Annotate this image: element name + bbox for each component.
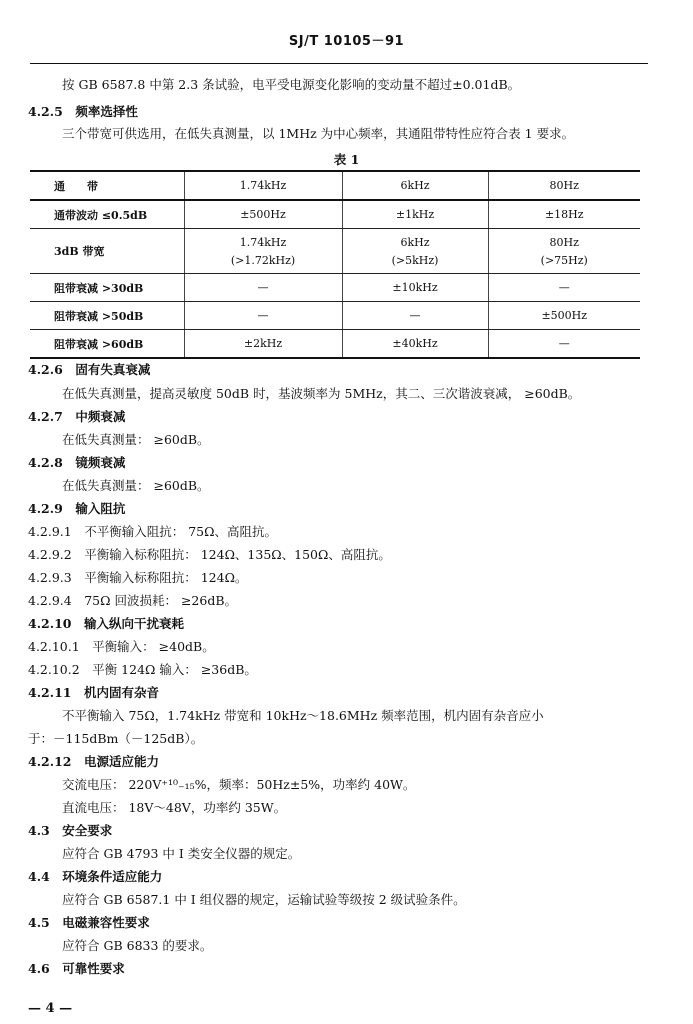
section-title: 可靠性要求 [62, 961, 125, 976]
row-label: 通带波动 ≤0.5dB [30, 200, 184, 229]
section-heading-4-5 [28, 915, 150, 931]
paragraph-text: 直流电压： 18V～48V，功率约 35W。 [62, 800, 287, 815]
table-cell: ±500Hz [488, 302, 640, 330]
section-number: 4.4 [28, 869, 50, 884]
section-number: 4.2.8 [28, 455, 63, 470]
paragraph-text: 应符合 GB 6587.1 中 I 组仪器的规定，运输试验等级按 2 级试验条件。 [62, 892, 466, 907]
table-cell: — [184, 274, 342, 302]
section-title: 频率选择性 [75, 104, 138, 119]
section-heading-4-2-5 [28, 104, 138, 120]
row-label: 阻带衰减 >60dB [30, 330, 184, 359]
table-row [30, 302, 640, 330]
table-caption: 表 1 [333, 152, 360, 167]
table-cell [342, 229, 488, 274]
section-number: 4.2.7 [28, 409, 63, 424]
section-number: 4.2.12 [28, 754, 72, 769]
subsection-line: 4.2.10.2 平衡 124Ω 输入： ≥36dB。 [28, 662, 257, 677]
section-title: 电源适应能力 [84, 754, 160, 769]
section-title: 镜频衰减 [75, 455, 126, 470]
subsection-line: 4.2.9.1 不平衡输入阻抗： 75Ω、高阻抗。 [28, 524, 277, 539]
section-title: 机内固有杂音 [84, 685, 160, 700]
section-heading-4-2-12 [28, 754, 159, 770]
standard-number-header: SJ/T 10105－91 [288, 34, 405, 49]
section-title: 电磁兼容性要求 [62, 915, 150, 930]
section-title: 中频衰减 [75, 409, 126, 424]
paragraph-text: 交流电压： 220V⁺¹⁰₋₁₅%，频率：50Hz±5%，功率约 40W。 [62, 777, 416, 792]
section-number: 4.2.11 [28, 685, 72, 700]
cell-value: 6kHz [400, 235, 430, 249]
page-number: — 4 — [28, 1001, 73, 1016]
section-number: 4.6 [28, 961, 50, 976]
paragraph-text: 在低失真测量，提高灵敏度 50dB 时，基波频率为 5MHz，其二、三次谐波衰减， ≥60dB。 [62, 386, 581, 401]
table-row [30, 200, 640, 229]
subsection-line: 4.2.9.2 平衡输入标称阻抗： 124Ω、135Ω、150Ω、高阻抗。 [28, 547, 391, 562]
table-cell: — [488, 330, 640, 359]
section-heading-4-6 [28, 961, 125, 977]
subsection-line: 4.2.9.3 平衡输入标称阻抗： 124Ω。 [28, 570, 248, 585]
table-cell: ±500Hz [184, 200, 342, 229]
table-cell: ±40kHz [342, 330, 488, 359]
table-cell: ±2kHz [184, 330, 342, 359]
section-heading-4-2-8 [28, 455, 125, 471]
section-heading-4-2-9 [28, 501, 125, 517]
section-heading-4-3 [28, 823, 112, 839]
table-cell [184, 229, 342, 274]
table-cell [488, 229, 640, 274]
section-number: 4.2.9 [28, 501, 63, 516]
paragraph-text: 按 GB 6587.8 中第 2.3 条试验，电平受电源变化影响的变动量不超过±0.01dB。 [62, 77, 521, 92]
cell-subvalue: (>1.72kHz) [230, 253, 296, 267]
table-header-cell: 通 带 [30, 171, 184, 200]
section-title: 固有失真衰减 [75, 362, 151, 377]
table-row [30, 274, 640, 302]
subsection-line: 4.2.10.1 平衡输入： ≥40dB。 [28, 639, 215, 654]
row-label: 3dB 带宽 [30, 229, 184, 274]
section-number: 4.2.6 [28, 362, 63, 377]
paragraph-text: 应符合 GB 4793 中 I 类安全仪器的规定。 [62, 846, 301, 861]
section-number: 4.5 [28, 915, 50, 930]
section-number: 4.2.10 [28, 616, 72, 631]
section-heading-4-2-11 [28, 685, 159, 701]
section-number: 4.2.5 [28, 104, 63, 119]
paragraph-text: 在低失真测量： ≥60dB。 [62, 478, 210, 493]
section-heading-4-2-10 [28, 616, 184, 632]
table-cell: ±1kHz [342, 200, 488, 229]
table-cell: ±18Hz [488, 200, 640, 229]
cell-subvalue: (>5kHz) [391, 253, 439, 267]
section-title: 环境条件适应能力 [62, 869, 163, 884]
table-header-cell: 80Hz [488, 171, 640, 200]
section-title: 输入纵向干扰衰耗 [84, 616, 185, 631]
paragraph-text: 应符合 GB 6833 的要求。 [62, 938, 213, 953]
section-heading-4-4 [28, 869, 162, 885]
table-header-cell: 6kHz [342, 171, 488, 200]
table-header-row [30, 171, 640, 200]
table-cell: ±10kHz [342, 274, 488, 302]
cell-subvalue: (>75Hz) [540, 253, 588, 267]
section-number: 4.3 [28, 823, 50, 838]
table-row [30, 330, 640, 359]
table-cell: — [488, 274, 640, 302]
table-row [30, 229, 640, 274]
section-heading-4-2-7 [28, 409, 125, 425]
header-rule [30, 63, 648, 64]
section-heading-4-2-6 [28, 362, 150, 378]
cell-value: 80Hz [549, 235, 579, 249]
spec-table [30, 170, 640, 359]
section-title: 输入阻抗 [75, 501, 126, 516]
paragraph-text: 不平衡输入 75Ω，1.74kHz 带宽和 10kHz～18.6MHz 频率范围，机内固有杂音应小 [62, 708, 544, 723]
row-label: 阻带衰减 >30dB [30, 274, 184, 302]
subsection-line: 4.2.9.4 75Ω 回波损耗： ≥26dB。 [28, 593, 238, 608]
table-cell: — [184, 302, 342, 330]
table-cell: — [342, 302, 488, 330]
section-title: 安全要求 [62, 823, 113, 838]
cell-value: 1.74kHz [239, 235, 287, 249]
row-label: 阻带衰减 >50dB [30, 302, 184, 330]
table-header-cell: 1.74kHz [184, 171, 342, 200]
paragraph-text: 在低失真测量： ≥60dB。 [62, 432, 210, 447]
paragraph-text: 于：－115dBm（－125dB）。 [28, 731, 204, 746]
paragraph-text: 三个带宽可供选用，在低失真测量，以 1MHz 为中心频率，其通阻带特性应符合表 1 要求。 [62, 126, 575, 141]
